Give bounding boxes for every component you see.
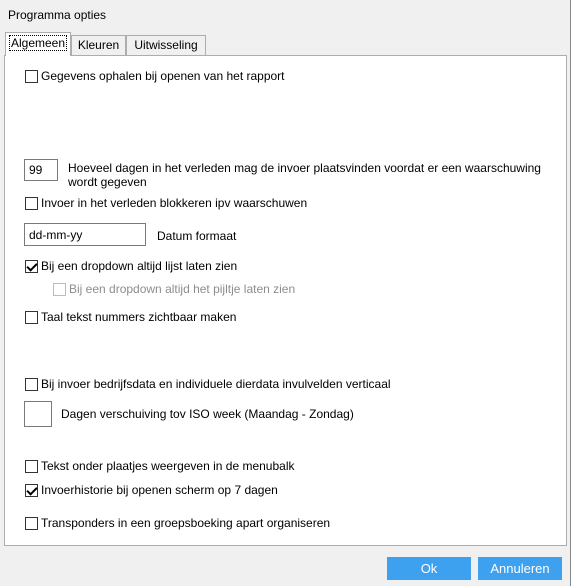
date-format-input[interactable]: dd-mm-yy <box>24 223 146 246</box>
window-title: Programma opties <box>8 8 107 22</box>
block-past-label: Invoer in het verleden blokkeren ipv waarschuwen <box>41 196 308 210</box>
language-numbers-option[interactable] <box>25 310 236 324</box>
input-history-label: Invoerhistorie bij openen scherm op 7 dagen <box>41 483 278 497</box>
days-past-label: Hoeveel dagen in het verleden mag de invoer plaatsvinden voordat er een waarschuwing wordt gegeven <box>68 161 541 189</box>
block-past-checkbox[interactable] <box>25 197 38 210</box>
image-text-option[interactable] <box>25 459 295 473</box>
dropdown-list-option[interactable] <box>25 259 237 273</box>
dropdown-list-checkbox[interactable] <box>25 260 38 273</box>
iso-week-shift-input[interactable] <box>24 401 52 427</box>
tab-uitwisseling[interactable]: Uitwisseling <box>126 35 206 55</box>
dropdown-arrow-label: Bij een dropdown altijd het pijltje laten zien <box>69 282 296 296</box>
block-past-option[interactable] <box>25 196 307 210</box>
transponders-option[interactable] <box>25 516 330 530</box>
tab-panel-algemeen <box>4 55 567 546</box>
vertical-fields-option[interactable] <box>25 377 391 391</box>
image-text-label: Tekst onder plaatjes weergeven in de menubalk <box>41 459 295 473</box>
image-text-checkbox[interactable] <box>25 460 38 473</box>
dropdown-arrow-option <box>53 282 295 296</box>
input-history-option[interactable] <box>25 483 278 497</box>
dropdown-list-label: Bij een dropdown altijd lijst laten zien <box>41 259 238 273</box>
input-history-checkbox[interactable] <box>25 484 38 497</box>
cancel-button[interactable]: Annuleren <box>478 557 562 580</box>
date-format-label: Datum formaat <box>157 229 237 243</box>
tab-kleuren[interactable]: Kleuren <box>71 35 126 55</box>
days-past-input[interactable]: 99 <box>24 159 58 181</box>
transponders-checkbox[interactable] <box>25 517 38 530</box>
transponders-label: Transponders in een groepsboeking apart organiseren <box>41 516 331 530</box>
tab-algemeen[interactable] <box>5 32 71 56</box>
vertical-fields-checkbox[interactable] <box>25 378 38 391</box>
language-numbers-checkbox[interactable] <box>25 311 38 324</box>
fetch-data-checkbox[interactable] <box>25 70 38 83</box>
language-numbers-label: Taal tekst nummers zichtbaar maken <box>41 310 237 324</box>
fetch-data-label: Gegevens ophalen bij openen van het rapport <box>41 69 285 83</box>
dropdown-arrow-checkbox <box>53 283 66 296</box>
fetch-data-option[interactable] <box>25 69 285 83</box>
iso-week-shift-label: Dagen verschuiving tov ISO week (Maandag - Zondag) <box>61 407 354 421</box>
ok-button[interactable]: Ok <box>387 557 471 580</box>
tab-algemeen-label: Algemeen <box>10 36 66 50</box>
vertical-fields-label: Bij invoer bedrijfsdata en individuele dierdata invulvelden verticaal <box>41 377 391 391</box>
